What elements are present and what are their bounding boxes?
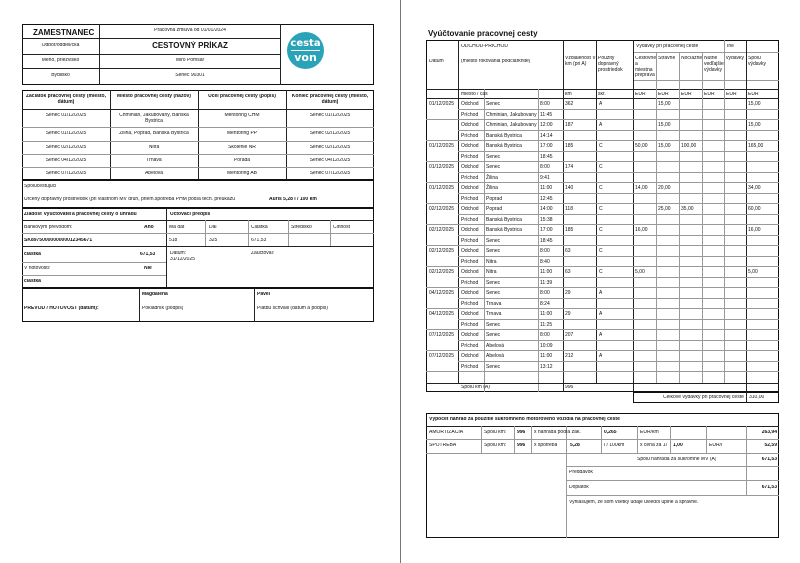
calc-fuel-km: 996 bbox=[517, 443, 526, 448]
row-type: Príchod bbox=[461, 237, 479, 244]
date-label: Dátum: bbox=[170, 251, 187, 256]
row-time: 18:45 bbox=[540, 153, 553, 160]
row-time: 14:00 bbox=[540, 206, 553, 212]
row-type: Príchod bbox=[461, 321, 479, 328]
advance-label: Preddavok bbox=[569, 470, 593, 475]
row-date: 07/12/2025 bbox=[429, 353, 455, 359]
calc-fuel-km-label: Spolu km: bbox=[484, 443, 507, 448]
row-total: 165,00 bbox=[748, 143, 764, 149]
row-type: Príchod bbox=[461, 258, 479, 265]
calc-amort-rate: 0,265 bbox=[604, 430, 617, 435]
trip-place: Trnava bbox=[146, 158, 162, 163]
row-km: 63 bbox=[565, 269, 571, 275]
employee-label: ZAMESTNANEC bbox=[33, 28, 95, 37]
trip-header-purpose: Účel pracovnej cesty (popis) bbox=[208, 94, 276, 99]
km-total: 996 bbox=[565, 385, 574, 390]
row-meals: 15,00 bbox=[658, 101, 671, 107]
row-total: 15,00 bbox=[748, 122, 761, 128]
row-type: Odchod bbox=[461, 311, 479, 317]
contract-text: Pracovná zmluva od 01/01/2024 bbox=[154, 28, 226, 33]
calc-fuel-cons-unit: l / 100km bbox=[604, 443, 625, 448]
row-vehicle: C bbox=[599, 185, 603, 191]
calc-fuel-cons: 5,28 bbox=[570, 443, 580, 448]
trip-place: Chminian, Jakubovany, Banská Bystrica bbox=[119, 113, 189, 124]
row-type: Odchod bbox=[461, 206, 479, 212]
payout-value: 671,53 bbox=[761, 485, 777, 490]
row-place: Nitra bbox=[486, 258, 497, 265]
cashier-label: Pokladník (podpis) bbox=[142, 306, 184, 311]
trip-purpose: Porada bbox=[233, 158, 251, 163]
row-vehicle: C bbox=[599, 143, 603, 149]
row-time: 11:00 bbox=[540, 353, 553, 359]
trip-end: Senec 02/12/2025 bbox=[309, 145, 351, 150]
col-meals: Stravné bbox=[658, 56, 676, 61]
row-km: 118 bbox=[565, 206, 573, 212]
row-vehicle: C bbox=[599, 206, 603, 212]
row-km: 362 bbox=[565, 101, 574, 107]
row-km: 174 bbox=[565, 164, 574, 170]
calc-fuel-price-unit: EUR/l bbox=[709, 443, 723, 448]
col-extra: Nutné vedľajšie výdavky bbox=[704, 56, 724, 73]
row-vehicle: C bbox=[599, 227, 603, 233]
row-group-rule bbox=[426, 119, 458, 120]
col-kind-unit: skr. bbox=[598, 92, 606, 97]
expenses-total: 310,00 bbox=[749, 395, 765, 400]
row-place: Banská Bystrica bbox=[486, 227, 522, 233]
vehicle-calc-block bbox=[426, 413, 779, 538]
row-place: Žilina bbox=[486, 174, 498, 181]
row-km: 212 bbox=[565, 353, 574, 359]
statement: Vyhlasujem, že som všetky údaje uviedol úplne a správne. bbox=[569, 500, 699, 505]
row-travel: 5,00 bbox=[635, 269, 645, 275]
row-meals: 20,00 bbox=[658, 185, 671, 191]
transport-label: Určený dopravný prostriedok (pri vlastnom MV druh, priem.spotreba PHM podľa tech. preukazu bbox=[24, 197, 235, 202]
row-place: Banská Bystrica bbox=[486, 132, 522, 139]
row-km: 140 bbox=[565, 185, 574, 191]
row-time: 9:41 bbox=[540, 174, 550, 181]
row-accom: 100,00 bbox=[681, 143, 697, 149]
row-type: Príchod bbox=[461, 300, 479, 307]
row-type: Odchod bbox=[461, 332, 479, 338]
ledger-col-credit: Dal bbox=[209, 225, 217, 230]
calc-vehicle-total: 671,53 bbox=[761, 457, 777, 462]
approver-name: Pavel bbox=[257, 292, 271, 297]
amount-label: čiastka bbox=[24, 252, 41, 257]
row-km: 29 bbox=[565, 290, 571, 296]
row-km: 187 bbox=[565, 122, 574, 128]
row-type: Odchod bbox=[461, 101, 479, 107]
row-time: 8:00 bbox=[540, 290, 550, 296]
ledger-debit-value: 518 bbox=[169, 238, 178, 243]
calc-amort-total: 263,94 bbox=[761, 430, 777, 435]
km-total-label: Spolu km (A) bbox=[461, 385, 490, 390]
col-eur-6: EUR bbox=[748, 92, 759, 97]
row-date: 04/12/2025 bbox=[429, 311, 455, 317]
row-accom: 35,00 bbox=[681, 206, 694, 212]
row-type: Odchod bbox=[461, 353, 479, 359]
row-place: Senec bbox=[486, 363, 501, 370]
row-meals: 25,00 bbox=[658, 206, 671, 212]
row-total: 34,00 bbox=[748, 185, 761, 191]
cash-value: Nie bbox=[144, 266, 152, 271]
col-travel: Cestovné a miestna preprava bbox=[635, 56, 656, 79]
row-place: Chminian, Jakubovany bbox=[486, 111, 537, 118]
calc-vehicle-total-label: Spolu náhrada za súkromné MV (A) bbox=[637, 457, 717, 462]
row-type: Príchod bbox=[461, 216, 479, 223]
row-time: 18:45 bbox=[540, 237, 553, 244]
trip-header-place: Miesto pracovnej cesty (názov) bbox=[117, 94, 191, 99]
col-distance: Vzdialenosť v km (pri A) bbox=[565, 56, 596, 67]
row-meals: 15,00 bbox=[658, 122, 671, 128]
trip-start: Senec 01/12/2025 bbox=[45, 113, 87, 118]
row-total: 16,00 bbox=[748, 227, 761, 233]
row-time: 8:00 bbox=[540, 248, 550, 254]
ledger-col-debit: Má dať bbox=[169, 225, 185, 230]
row-type: Odchod bbox=[461, 143, 479, 149]
trip-end: Senec 02/12/2025 bbox=[309, 131, 351, 136]
row-place: Trnava bbox=[486, 311, 502, 317]
trip-start: Senec 02/12/2025 bbox=[45, 145, 87, 150]
trip-start: Senec 04/12/2025 bbox=[45, 158, 87, 163]
iban: SK8975000000000012345671 bbox=[24, 238, 93, 243]
row-time: 13:12 bbox=[540, 363, 553, 370]
row-time: 11:39 bbox=[540, 279, 553, 286]
ledger-amount-value: 671,53 bbox=[251, 238, 267, 243]
transport-value: Auris 5,28 l / 100 km bbox=[269, 197, 317, 202]
row-vehicle: C bbox=[599, 269, 603, 275]
settlement-title: Vyúčtovanie pracovnej cesty bbox=[428, 29, 538, 38]
cesta-von-logo bbox=[287, 32, 324, 69]
row-km: 63 bbox=[565, 248, 571, 254]
trip-header-start: Začiatok pracovnej cesty (miesto, dátum) bbox=[25, 94, 107, 105]
row-place: Senec bbox=[486, 290, 501, 296]
cash-label: V hotovosti: bbox=[24, 266, 51, 271]
ledger-col-activity: Činnosť bbox=[333, 225, 351, 230]
name-value: Miro Pomsar bbox=[175, 58, 205, 63]
calc-fuel-price-label: x cena za 1l bbox=[640, 443, 667, 448]
ledger-col-center: Stredisko bbox=[291, 225, 312, 230]
row-date: 01/12/2025 bbox=[429, 164, 455, 170]
row-time: 8:24 bbox=[540, 300, 550, 307]
row-date: 02/12/2025 bbox=[429, 248, 455, 254]
row-vehicle: C bbox=[599, 248, 603, 254]
trip-header-end: Koniec pracovnej cesty (miesto, dátum) bbox=[291, 94, 369, 105]
calc-amort-label: AMORTIZÁCIA bbox=[429, 430, 464, 435]
payer-name: Magdaléna bbox=[142, 292, 168, 297]
col-total: Spolu výdavky bbox=[748, 56, 767, 67]
trip-purpose: Mentoring PP bbox=[226, 131, 258, 136]
calc-amort-unit: EUR/km bbox=[640, 430, 659, 435]
ledger-label: Účtovací predpis bbox=[170, 212, 211, 217]
logo-bottom-text: von bbox=[291, 50, 320, 64]
row-type: Odchod bbox=[461, 185, 479, 191]
row-km: 29 bbox=[565, 311, 571, 317]
payout-label: Doplatok bbox=[569, 485, 589, 490]
col-place-time: miesto / čas bbox=[461, 92, 488, 97]
amount-value: 671,53 bbox=[140, 252, 156, 257]
row-total: 15,00 bbox=[748, 101, 761, 107]
row-vehicle: A bbox=[599, 332, 603, 338]
row-place: Senec bbox=[486, 321, 501, 328]
trip-purpose: Mentoring AB bbox=[226, 171, 258, 176]
name-label: Meno, priezvisko bbox=[41, 58, 80, 63]
row-date: 01/12/2025 bbox=[429, 143, 455, 149]
row-type: Odchod bbox=[461, 227, 479, 233]
row-vehicle: A bbox=[599, 101, 603, 107]
row-date: 01/12/2025 bbox=[429, 101, 455, 107]
row-vehicle: A bbox=[599, 353, 603, 359]
row-date: 02/12/2025 bbox=[429, 227, 455, 233]
row-place: Senec bbox=[486, 279, 501, 286]
approval-label: Platbu schválil (dátum a podpis) bbox=[257, 306, 328, 311]
row-place: Nitra bbox=[486, 269, 497, 275]
row-travel: 50,00 bbox=[635, 143, 648, 149]
col-eur-4: EUR bbox=[704, 92, 715, 97]
bank-label: Bankovým prevodom: bbox=[24, 225, 73, 230]
row-type: Príchod bbox=[461, 195, 479, 202]
col-date: Dátum bbox=[429, 59, 444, 64]
calc-amort-rate-label: x náhrada podľa zák. bbox=[534, 430, 581, 435]
row-place: Abelová bbox=[486, 342, 505, 349]
row-type: Príchod bbox=[461, 111, 479, 118]
row-time: 11:25 bbox=[540, 321, 553, 328]
row-time: 17:00 bbox=[540, 227, 553, 233]
row-date: 02/12/2025 bbox=[429, 206, 455, 212]
col-place-desc: (miesto rokovania podčiarknite) bbox=[461, 59, 531, 64]
row-total: 5,00 bbox=[748, 269, 758, 275]
col-eur-3: EUR bbox=[681, 92, 692, 97]
row-time: 8:00 bbox=[540, 332, 550, 338]
signature-block bbox=[22, 288, 374, 322]
row-type: Príchod bbox=[461, 132, 479, 139]
row-place: Žilina bbox=[486, 185, 498, 191]
row-km: 185 bbox=[565, 227, 574, 233]
row-type: Príchod bbox=[461, 153, 479, 160]
trip-purpose: Mentoring CHM bbox=[224, 113, 260, 118]
trip-place: Žilina, Poprad, Banská Bystrica bbox=[119, 131, 189, 136]
calc-amort-km: 996 bbox=[517, 430, 526, 435]
row-time: 8:00 bbox=[540, 164, 550, 170]
row-place: Trnava bbox=[486, 300, 502, 307]
row-type: Odchod bbox=[461, 290, 479, 296]
calc-title: Výpočet náhrad za použitie súkromného motorového vozidla na pracovnej ceste bbox=[429, 417, 620, 422]
row-type: Odchod bbox=[461, 248, 479, 254]
row-place: Senec bbox=[486, 248, 501, 254]
row-type: Odchod bbox=[461, 269, 479, 275]
row-time: 8:40 bbox=[540, 258, 550, 265]
col-eur-1: EUR bbox=[635, 92, 646, 97]
residence-label: Bydlisko bbox=[51, 73, 70, 78]
row-place: Senec bbox=[486, 153, 501, 160]
col-vehicle: Použitý dopravný prostriedok bbox=[598, 56, 623, 73]
row-time: 10:09 bbox=[540, 342, 553, 349]
row-place: Banská Bystrica bbox=[486, 216, 522, 223]
row-place: Senec bbox=[486, 332, 501, 338]
row-place: Banská Bystrica bbox=[486, 143, 522, 149]
row-type: Odchod bbox=[461, 122, 479, 128]
col-other: Iné bbox=[727, 44, 734, 49]
row-date: 01/12/2025 bbox=[429, 185, 455, 191]
date-value: 31/12/2025 bbox=[170, 257, 196, 262]
col-depart-arrive: ODCHOD-PRÍCHOD bbox=[461, 44, 508, 49]
row-vehicle: C bbox=[599, 164, 603, 170]
col-misc: výdavky bbox=[726, 56, 745, 61]
logo-top-text: cesta bbox=[290, 38, 321, 49]
row-place: Abelová bbox=[486, 353, 505, 359]
dept-label: Odbor/oddiel/čka bbox=[41, 43, 80, 48]
col-km-unit: km bbox=[565, 92, 572, 97]
row-time: 8:00 bbox=[540, 101, 550, 107]
col-expenses: Výdavky pri pracovnej ceste bbox=[636, 44, 699, 49]
row-time: 11:00 bbox=[540, 311, 553, 317]
row-type: Príchod bbox=[461, 174, 479, 181]
trip-place: Nitra bbox=[148, 145, 160, 150]
row-meals: 15,00 bbox=[658, 143, 671, 149]
trip-end: Senec 01/12/2025 bbox=[309, 113, 351, 118]
row-time: 17:00 bbox=[540, 143, 553, 149]
row-time: 11:45 bbox=[540, 111, 553, 118]
residence-value: Senec 90301 bbox=[175, 73, 205, 78]
row-km: 207 bbox=[565, 332, 574, 338]
row-type: Príchod bbox=[461, 342, 479, 349]
row-time: 11:00 bbox=[540, 185, 553, 191]
row-time: 11:00 bbox=[540, 269, 553, 275]
row-travel: 14,00 bbox=[635, 185, 648, 191]
settlement-page bbox=[401, 0, 800, 563]
row-total: 60,00 bbox=[748, 206, 761, 212]
calc-fuel-price: 1,00 bbox=[673, 443, 683, 448]
trip-start: Senec 07/12/2025 bbox=[45, 171, 87, 176]
row-date: 02/12/2025 bbox=[429, 269, 455, 275]
row-vehicle: A bbox=[599, 122, 603, 128]
row-date: 04/12/2025 bbox=[429, 290, 455, 296]
row-vehicle: A bbox=[599, 311, 603, 317]
row-time: 14:14 bbox=[540, 132, 553, 139]
col-accom: Nocľažné bbox=[681, 56, 702, 61]
col-eur-2: EUR bbox=[658, 92, 669, 97]
row-place: Poprad bbox=[486, 195, 503, 202]
ledger-col-amount: Čiastka bbox=[251, 225, 268, 230]
amount2-label: čiastka bbox=[24, 279, 41, 284]
row-type: Príchod bbox=[461, 279, 479, 286]
transport-block bbox=[22, 180, 374, 208]
companions-label: Spolucestujúci bbox=[24, 184, 57, 189]
trip-purpose: Školenie NR bbox=[228, 145, 256, 150]
trip-place: Abelová bbox=[144, 171, 164, 176]
row-place: Senec bbox=[486, 164, 501, 170]
row-place: Senec bbox=[486, 101, 501, 107]
row-type: Príchod bbox=[461, 363, 479, 370]
trip-end: Senec 07/12/2025 bbox=[309, 171, 351, 176]
trip-end: Senec 04/12/2025 bbox=[309, 158, 351, 163]
row-vehicle: A bbox=[599, 290, 603, 296]
calc-amort-km-label: Spolu km: bbox=[484, 430, 507, 435]
expenses-total-label: Celkové výdavky pri pracovnej ceste bbox=[663, 395, 744, 400]
row-place: Chminian, Jakubovany bbox=[486, 122, 537, 128]
row-date: 07/12/2025 bbox=[429, 332, 455, 338]
calc-fuel-total: 52,59 bbox=[764, 443, 777, 448]
bank-value: Áno bbox=[144, 225, 154, 230]
request-label: Žiadosť vyúčtovateľa pracovnej cesty o úhradu bbox=[24, 212, 137, 217]
row-time: 15:38 bbox=[540, 216, 553, 223]
calc-fuel-label: SPOTREBA bbox=[429, 443, 457, 448]
col-eur-5: EUR bbox=[726, 92, 737, 97]
row-place: Poprad bbox=[486, 206, 503, 212]
row-group-rule bbox=[426, 371, 458, 372]
posted-label: Zaúčtoval: bbox=[251, 251, 275, 256]
calc-fuel-cons-label: x spotreba bbox=[534, 443, 558, 448]
trip-start: Senec 01/12/2025 bbox=[45, 131, 87, 136]
form-title: CESTOVNÝ PRÍKAZ bbox=[152, 41, 228, 50]
row-type: Odchod bbox=[461, 164, 479, 170]
row-travel: 16,00 bbox=[635, 227, 648, 233]
row-place: Senec bbox=[486, 237, 501, 244]
row-time: 12:00 bbox=[540, 122, 553, 128]
row-time: 12:45 bbox=[540, 195, 553, 202]
ledger-credit-value: 325 bbox=[209, 238, 218, 243]
row-km: 185 bbox=[565, 143, 574, 149]
payment-label: PREVOD / HOTOVOSŤ (dátum): bbox=[24, 306, 99, 311]
